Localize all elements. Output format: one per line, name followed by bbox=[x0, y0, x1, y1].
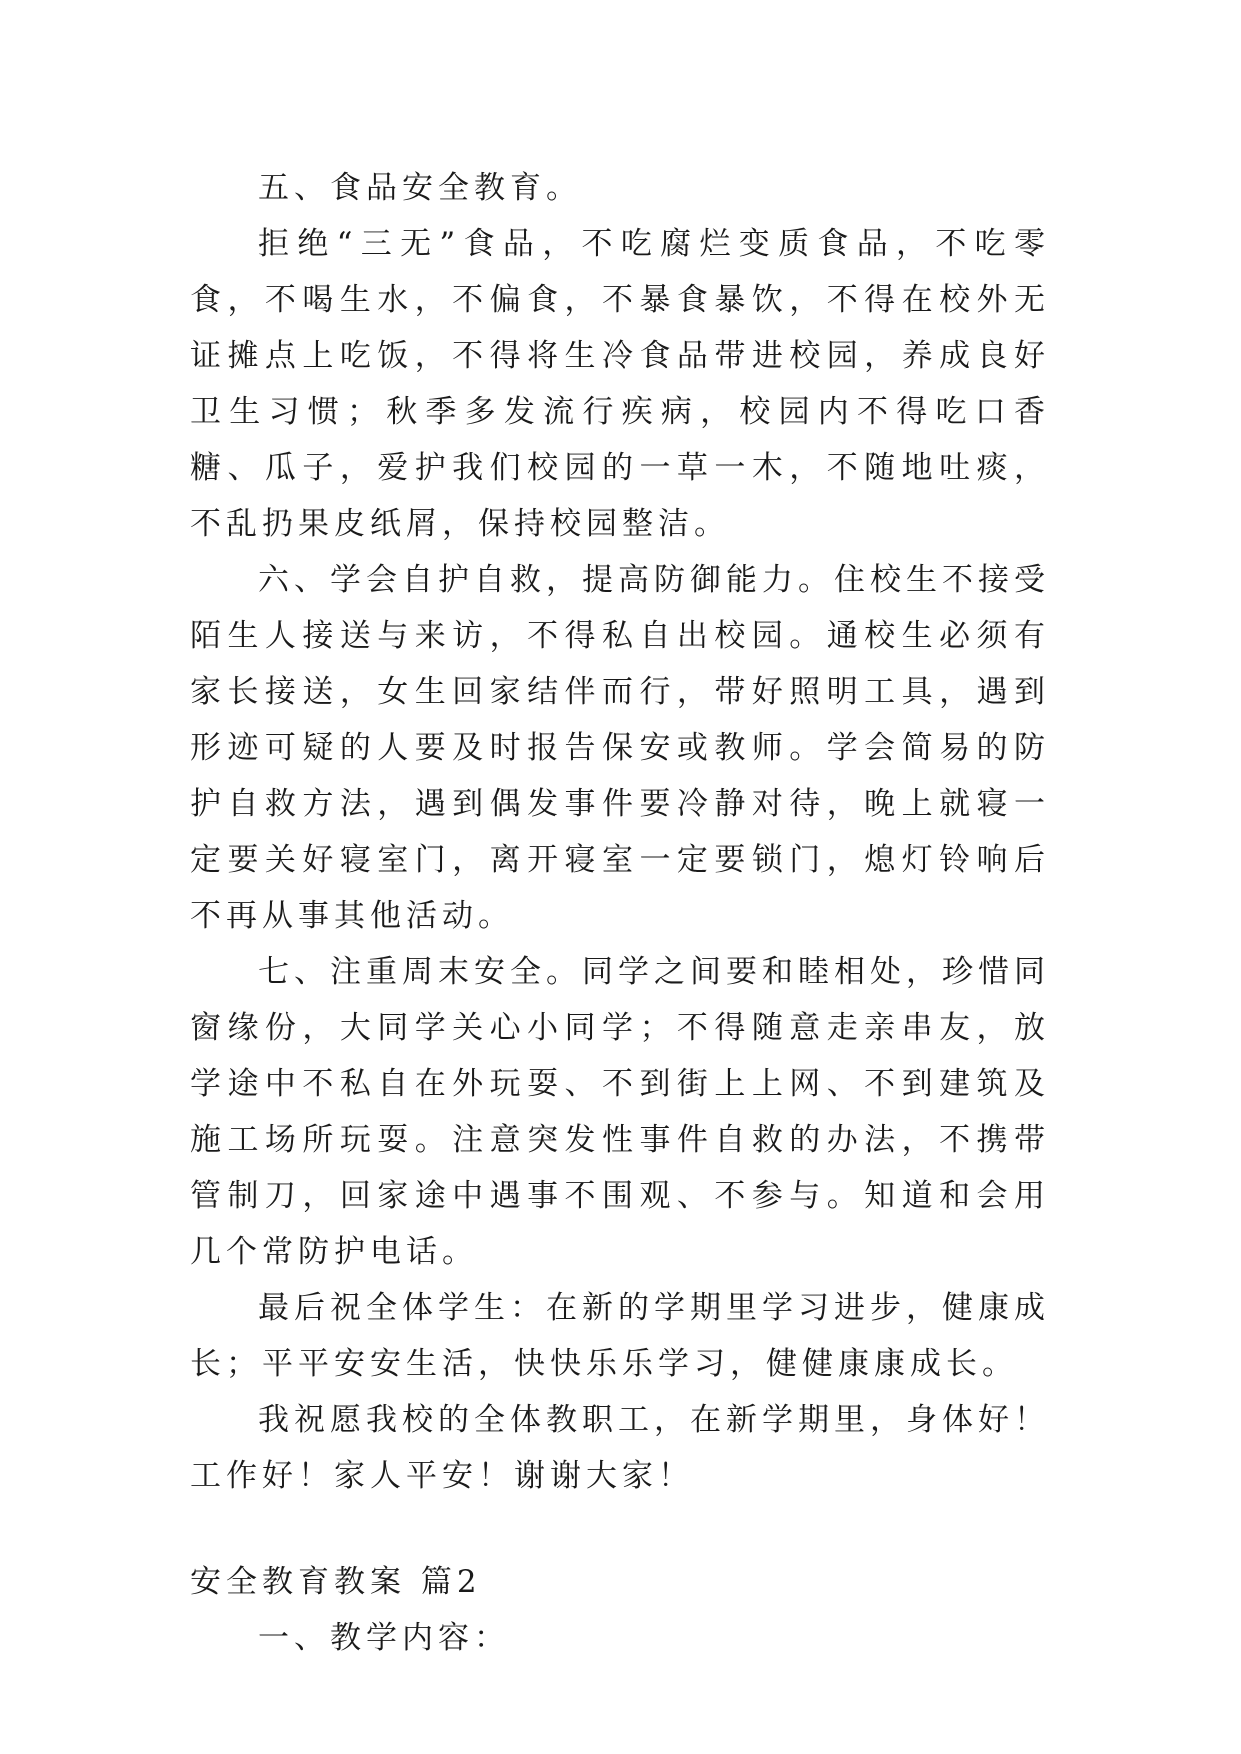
paragraph-student-wishes: 最后祝全体学生：在新的学期里学习进步，健康成长；平平安安生活，快快乐乐学习，健健康康成长。 bbox=[190, 1290, 1050, 1382]
paragraph-staff-wishes: 我祝愿我校的全体教职工，在新学期里，身体好！工作好！家人平安！谢谢大家！ bbox=[190, 1402, 1050, 1494]
document-body bbox=[190, 160, 1050, 1666]
paragraph-food-safety-heading: 五、食品安全教育。 bbox=[258, 170, 582, 206]
section-first-item: 一、教学内容： bbox=[258, 1620, 510, 1656]
section-heading: 安全教育教案 篇2 bbox=[190, 1564, 482, 1600]
paragraph-weekend-safety: 七、注重周末安全。同学之间要和睦相处，珍惜同窗缘份，大同学关心小同学；不得随意走亲串友，放学途中不私自在外玩耍、不到街上上网、不到建筑及施工场所玩耍。注意突发性事件自救的办法，不携带管制刀，回家途中遇事不围观、不参与。知道和会用几个常防护电话。 bbox=[190, 954, 1050, 1270]
paragraph-self-protection: 六、学会自护自救，提高防御能力。住校生不接受陌生人接送与来访，不得私自出校园。通校生必须有家长接送，女生回家结伴而行，带好照明工具，遇到形迹可疑的人要及时报告保安或教师。学会简易的防护自救方法，遇到偶发事件要冷静对待，晚上就寝一定要关好寝室门，离开寝室一定要锁门，熄灯铃响后不再从事其他活动。 bbox=[190, 562, 1050, 934]
paragraph-food-safety-body: 拒绝“三无”食品，不吃腐烂变质食品，不吃零食，不喝生水，不偏食，不暴食暴饮，不得在校外无证摊点上吃饭，不得将生冷食品带进校园，养成良好卫生习惯；秋季多发流行疾病，校园内不得吃口香糖、瓜子，爱护我们校园的一草一木，不随地吐痰，不乱扔果皮纸屑，保持校园整洁。 bbox=[190, 226, 1050, 542]
